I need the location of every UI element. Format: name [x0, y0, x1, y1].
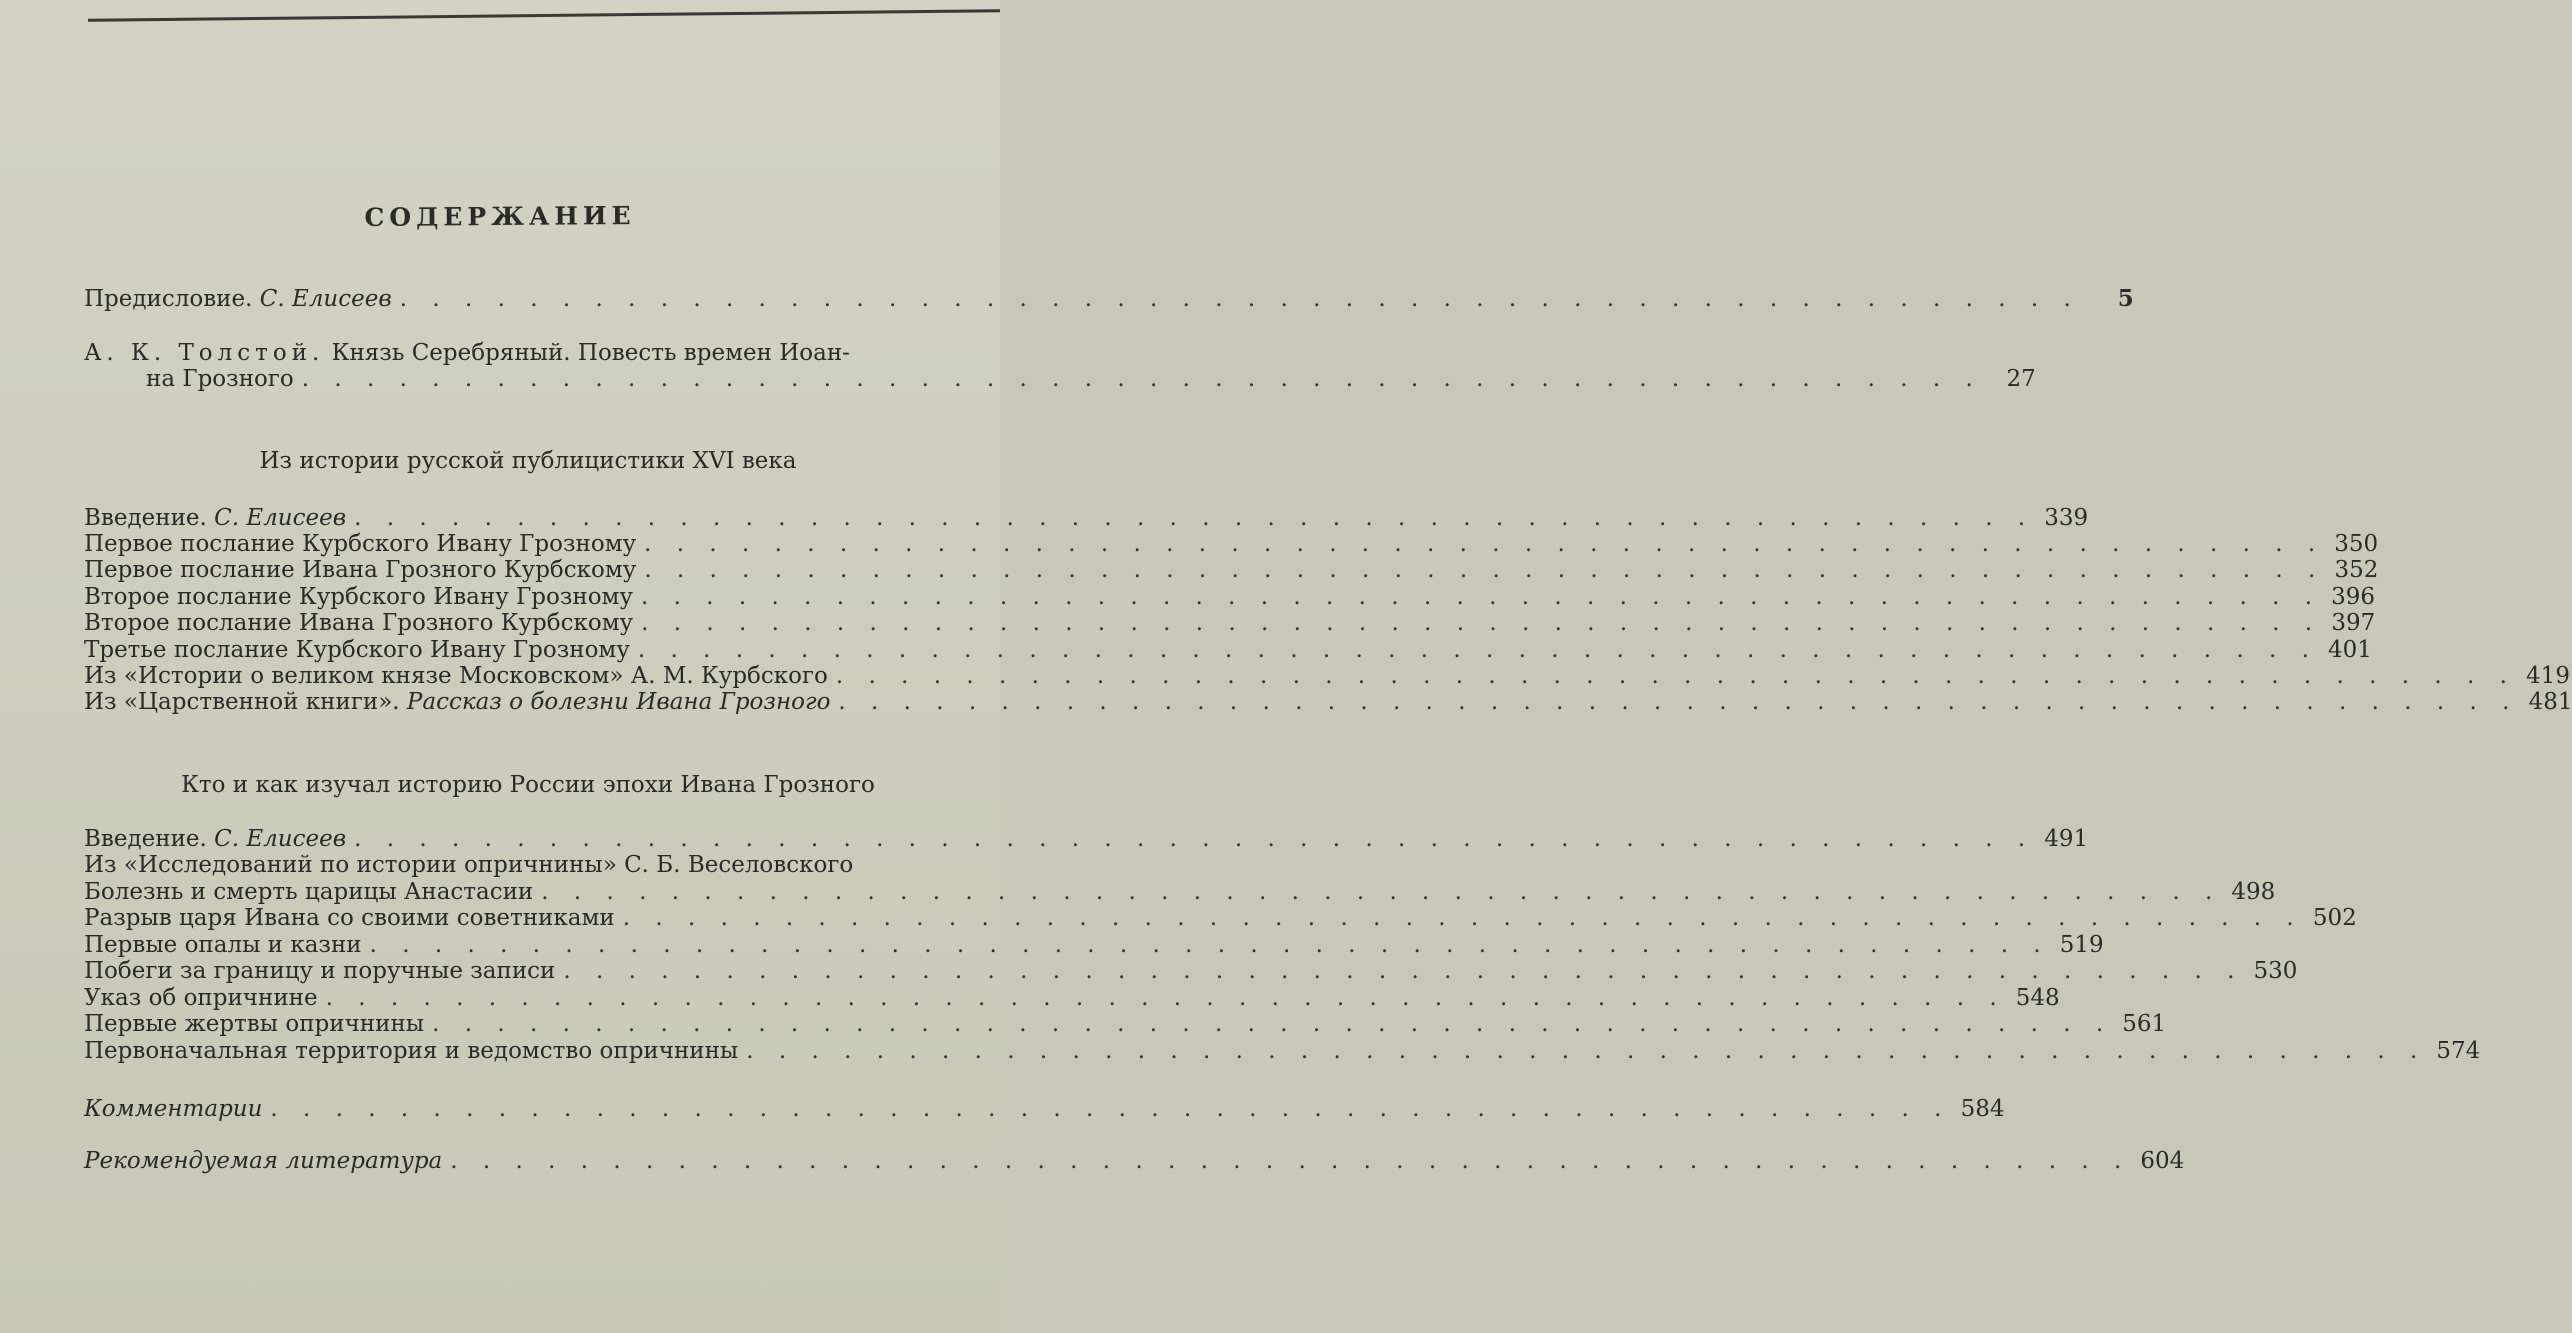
page-number: 530	[2253, 958, 2298, 984]
page-number: 419	[2526, 663, 2570, 689]
leader-dots: . . . . . . . . . . . . . . . . . . . . . . . . . . . . . . . . . . . . . . . . . . . . . . . . . . . .	[399, 286, 2080, 312]
toc-entry-preface[interactable]	[84, 285, 2134, 315]
page-number: 401	[2328, 637, 2372, 663]
toc-entry-literature[interactable]	[84, 1148, 2185, 1178]
entry-author: С. Елисеев	[259, 286, 392, 312]
entry-title: Первоначальная территория и ведомство опричнины	[84, 1038, 739, 1064]
entry-title: Третье послание Курбского Ивану Грозному	[84, 637, 630, 663]
leader-dots: . . . . . . . . . . . . . . . . . . . . . . . . . . . . . . . . . . . . . . . . . . . . . . . . . . . .	[641, 610, 2322, 636]
leader-dots: . . . . . . . . . . . . . . . . . . . . . . . . . . . . . . . . . . . . . . . . . . . . . . . . . . . .	[622, 905, 2303, 931]
page-number: 397	[2331, 610, 2376, 636]
novel-author: А. К. Толстой.	[84, 340, 325, 366]
page-number: 350	[2334, 531, 2379, 557]
entry-title: Первое послание Ивана Грозного Курбскому	[84, 557, 637, 583]
page-number: 561	[2122, 1011, 2167, 1037]
leader-dots: . . . . . . . . . . . . . . . . . . . . . . . . . . . . . . . . . . . . . . . . . . . . . . . . . . . .	[563, 958, 2244, 984]
leader-dots: . . . . . . . . . . . . . . . . . . . . . . . . . . . . . . . . . . . . . . . . . . . . . . . . . . . .	[354, 826, 2035, 852]
toc-entry[interactable]	[84, 689, 2572, 719]
leader-dots: . . . . . . . . . . . . . . . . . . . . . . . . . . . . . . . . . . . . . . . . . . . . . . . . . . . .	[746, 1038, 2427, 1064]
leader-dots: . . . . . . . . . . . . . . . . . . . . . . . . . . . . . . . . . . . . . . . . . . . . . . . . . . . .	[640, 584, 2322, 610]
leader-dots: . . . . . . . . . . . . . . . . . . . . . . . . . . . . . . . . . . . . . . . . . . . . . . . . . . . .	[270, 1096, 1951, 1122]
leader-dots: . . . . . . . . . . . . . . . . . . . . . . . . . . . . . . . . . . . . . . . . . . . . . . . . . . . .	[835, 663, 2516, 689]
page-number: 519	[2059, 932, 2104, 958]
entry-title: Первое послание Курбского Ивану Грозному	[84, 531, 637, 557]
page-number: 396	[2331, 584, 2376, 610]
entry-title: Рекомендуемая литература	[84, 1148, 443, 1174]
leader-dots: . . . . . . . . . . . . . . . . . . . . . . . . . . . . . . . . . . . . . . . . . . . . . . . . . . . .	[541, 879, 2222, 905]
section-heading-publicistics: Из истории русской публицистики XVI века	[259, 448, 797, 474]
page-number: 5	[2117, 285, 2134, 312]
entry-title: Из «Исследований по истории опричнины» С. Б. Веселовского	[84, 852, 854, 878]
entry-title: Комментарии	[84, 1096, 263, 1122]
leader-dots: . . . . . . . . . . . . . . . . . . . . . . . . . . . . . . . . . . . . . . . . . . . . . . . . . . . .	[369, 932, 2050, 958]
page-number: 548	[2015, 985, 2060, 1011]
leader-dots: . . . . . . . . . . . . . . . . . . . . . . . . . . . . . . . . . . . . . . . . . . . . . . . . . . . .	[325, 985, 2006, 1011]
toc-entry[interactable]	[84, 852, 972, 882]
entry-title: Болезнь и смерть царицы Анастасии	[84, 879, 534, 905]
toc-entry-commentary[interactable]	[84, 1096, 2005, 1126]
toc-entry-novel-line2[interactable]	[84, 366, 2036, 396]
page-title: СОДЕРЖАНИЕ	[364, 201, 636, 232]
toc-entry[interactable]	[84, 905, 2357, 935]
entry-title: Введение.	[84, 505, 207, 531]
entry-title: Из «Истории о великом князе Московском» А. М. Курбского	[84, 663, 828, 689]
page-number: 481	[2528, 689, 2572, 715]
toc-entry[interactable]	[84, 958, 2298, 988]
entry-subtitle: Рассказ о болезни Ивана Грозного	[406, 689, 831, 715]
page-number: 502	[2312, 905, 2357, 931]
entry-title: Разрыв царя Ивана со своими советниками	[84, 905, 615, 931]
novel-title-line1: Князь Серебряный. Повесть времен Иоан-	[331, 340, 850, 366]
page-number: 584	[1960, 1096, 2005, 1122]
page-number: 339	[2044, 505, 2089, 531]
entry-title: Побеги за границу и поручные записи	[84, 958, 556, 984]
page-number: 491	[2044, 826, 2089, 852]
entry-title: Второе послание Курбского Ивану Грозному	[84, 584, 633, 610]
toc-entry[interactable]	[84, 1011, 2167, 1041]
page-number: 27	[2006, 366, 2036, 392]
table-of-contents	[84, 0, 2572, 1333]
novel-title-line2: на Грозного	[146, 366, 294, 392]
entry-title: Второе послание Ивана Грозного Курбскому	[84, 610, 634, 636]
page-number: 574	[2436, 1038, 2481, 1064]
page-number: 604	[2140, 1148, 2185, 1174]
leader-dots: . . . . . . . . . . . . . . . . . . . . . . . . . . . . . . . . . . . . . . . . . . . . . . . . . . . .	[644, 557, 2325, 583]
leader-dots: . . . . . . . . . . . . . . . . . . . . . . . . . . . . . . . . . . . . . . . . . . . . . . . . . . . .	[644, 531, 2325, 557]
toc-entry[interactable]	[84, 557, 2379, 587]
entry-title: Предисловие.	[84, 286, 253, 312]
leader-dots: . . . . . . . . . . . . . . . . . . . . . . . . . . . . . . . . . . . . . . . . . . . . . . . . . . . .	[637, 637, 2318, 663]
toc-entry[interactable]	[84, 1038, 2481, 1068]
entry-title: Введение.	[84, 826, 207, 852]
section-heading-historiography: Кто и как изучал историю России эпохи Ивана Грозного	[181, 772, 875, 798]
entry-author: С. Елисеев	[214, 826, 347, 852]
entry-title: Из «Царственной книги».	[84, 689, 400, 715]
leader-dots: . . . . . . . . . . . . . . . . . . . . . . . . . . . . . . . . . . . . . . . . . . . . . . . . . . . .	[354, 505, 2035, 531]
leader-dots: . . . . . . . . . . . . . . . . . . . . . . . . . . . . . . . . . . . . . . . . . . . . . . . . . . . .	[301, 366, 1982, 392]
page-number: 352	[2334, 557, 2379, 583]
leader-dots: . . . . . . . . . . . . . . . . . . . . . . . . . . . . . . . . . . . . . . . . . . . . . . . . . . . .	[432, 1011, 2113, 1037]
leader-dots: . . . . . . . . . . . . . . . . . . . . . . . . . . . . . . . . . . . . . . . . . . . . . . . . . . . .	[450, 1148, 2131, 1174]
leader-dots: . . . . . . . . . . . . . . . . . . . . . . . . . . . . . . . . . . . . . . . . . . . . . . . . . . . .	[838, 689, 2519, 715]
page-number: 498	[2231, 879, 2276, 905]
entry-title: Первые опалы и казни	[84, 932, 362, 958]
entry-author: С. Елисеев	[214, 505, 347, 531]
entry-title: Первые жертвы опричнины	[84, 1011, 425, 1037]
entry-title: Указ об опричнине	[84, 985, 318, 1011]
toc-entry[interactable]	[84, 610, 2376, 640]
